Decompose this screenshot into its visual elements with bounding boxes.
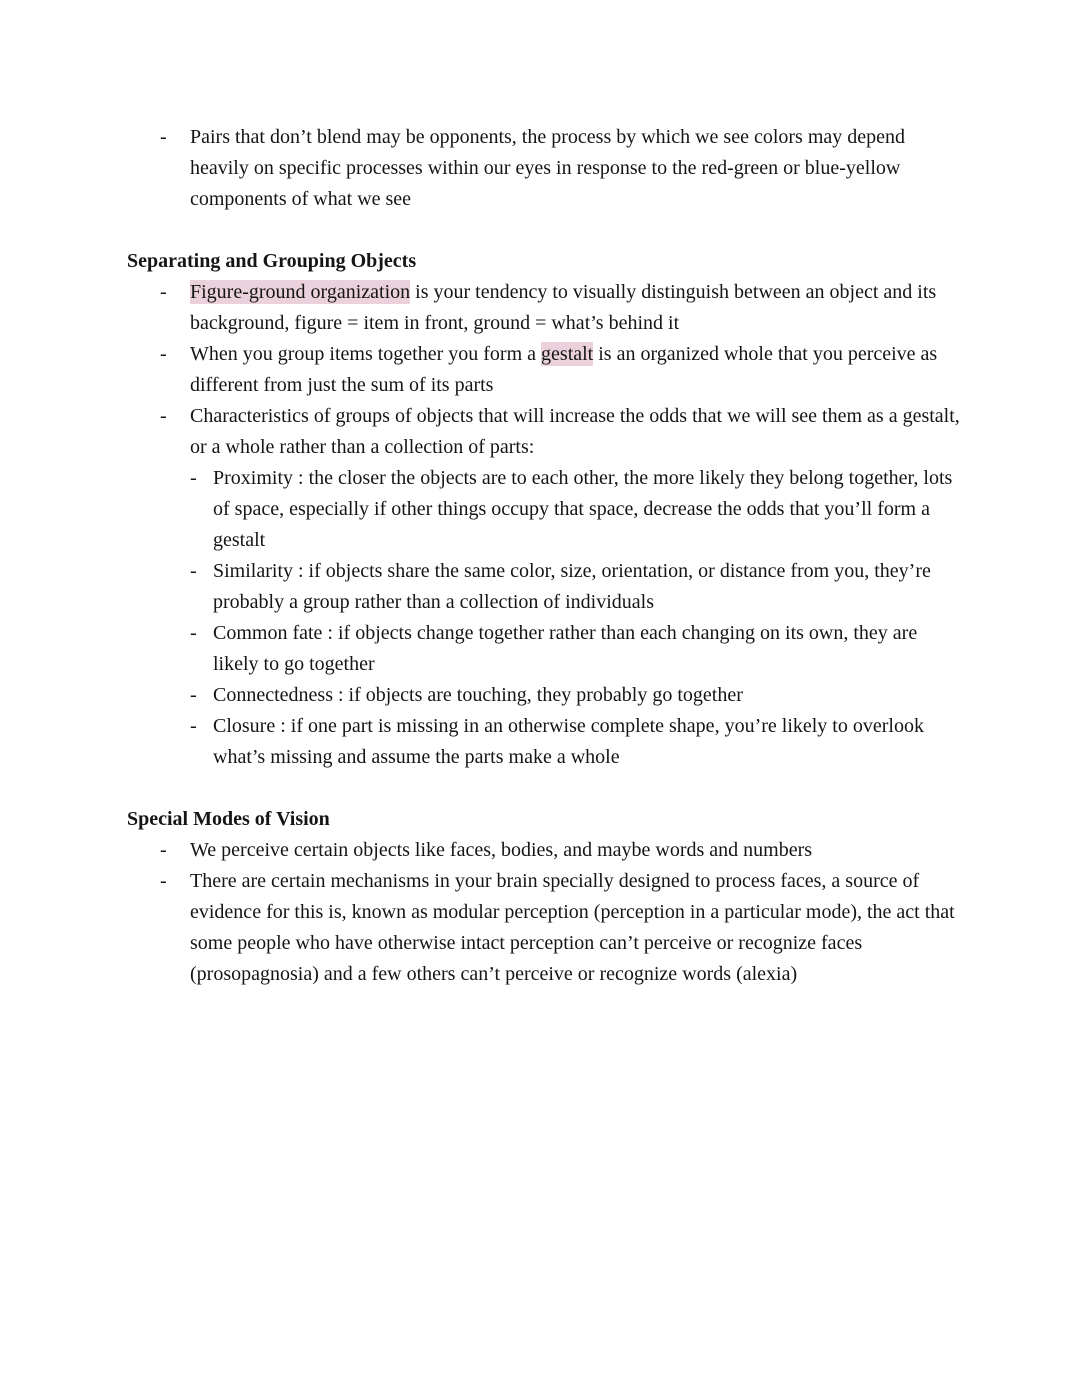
dash-bullet: - [190,715,197,737]
list-item [127,122,962,215]
list-item-text [213,556,962,618]
list-item [127,463,962,556]
list-item [127,618,962,680]
text-segment: When you group items together you form a [190,343,542,365]
text-segment: Characteristics of groups of objects that will increase the odds that we will see them as a gestalt, or a whole rather than a collection of parts: [190,405,960,458]
dash-bullet: - [190,467,197,489]
text-segment: Common fate : if objects change together rather than each changing on its own, they are likely to go together [213,622,918,675]
dash-bullet: - [160,405,167,427]
section-heading: Special Modes of Vision [127,808,330,830]
dash-bullet: - [160,126,167,148]
list-item-text [190,835,962,866]
list-item [127,401,962,463]
highlighted-term: Figure-ground organization [190,281,411,303]
list-item [127,277,962,339]
list-item-text [213,711,962,773]
list-item-text [213,618,962,680]
section-heading: Separating and Grouping Objects [127,250,417,272]
text-segment: is an organized whole that you perceive as different from just the sum of its parts [190,343,938,396]
text-segment: Pairs that don’t blend may be opponents, the process by which we see colors may depend heavily on specific processes within our eyes in response to the red-green or blue-yellow components of what we see [190,126,906,210]
list-item-text [190,866,962,990]
list-item [127,866,962,990]
list-item [127,680,962,711]
list-item [127,339,962,401]
list-item-text [190,277,962,339]
text-segment: Proximity : the closer the objects are to each other, the more likely they belong together, lots of space, especially if other things occupy that space, decrease the odds that you’ll form a gestalt [213,467,953,551]
list-item-text [190,122,962,215]
text-segment: Closure : if one part is missing in an otherwise complete shape, you’re likely to overlook what’s missing and assume the parts make a whole [213,715,924,768]
text-segment: We perceive certain objects like faces, bodies, and maybe words and numbers [190,839,813,861]
list-item-text [213,463,962,556]
text-segment: Similarity : if objects share the same color, size, orientation, or distance from you, they’re probably a group rather than a collection of individuals [213,560,931,613]
dash-bullet: - [160,839,167,861]
list-item-text [213,680,962,711]
list-item [127,556,962,618]
dash-bullet: - [160,281,167,303]
list-item-text [190,401,962,463]
dash-bullet: - [160,343,167,365]
dash-bullet: - [190,622,197,644]
text-segment: Connectedness : if objects are touching, they probably go together [213,684,743,706]
list-item-text [190,339,962,401]
highlighted-term: gestalt [541,343,594,365]
text-segment: is your tendency to visually distinguish between an object and its background, figure = item in front, ground = what’s behind it [190,281,937,334]
dash-bullet: - [160,870,167,892]
list-item [127,711,962,773]
list-item [127,835,962,866]
dash-bullet: - [190,560,197,582]
text-segment: There are certain mechanisms in your brain specially designed to process faces, a source of evidence for this is, known as modular perception (perception in a particular mode), the act that some people who have otherwise intact perception can’t perceive or recognize faces (prosopagnosia) and a few others can’t perceive or recognize words (alexia) [190,870,955,985]
dash-bullet: - [190,684,197,706]
